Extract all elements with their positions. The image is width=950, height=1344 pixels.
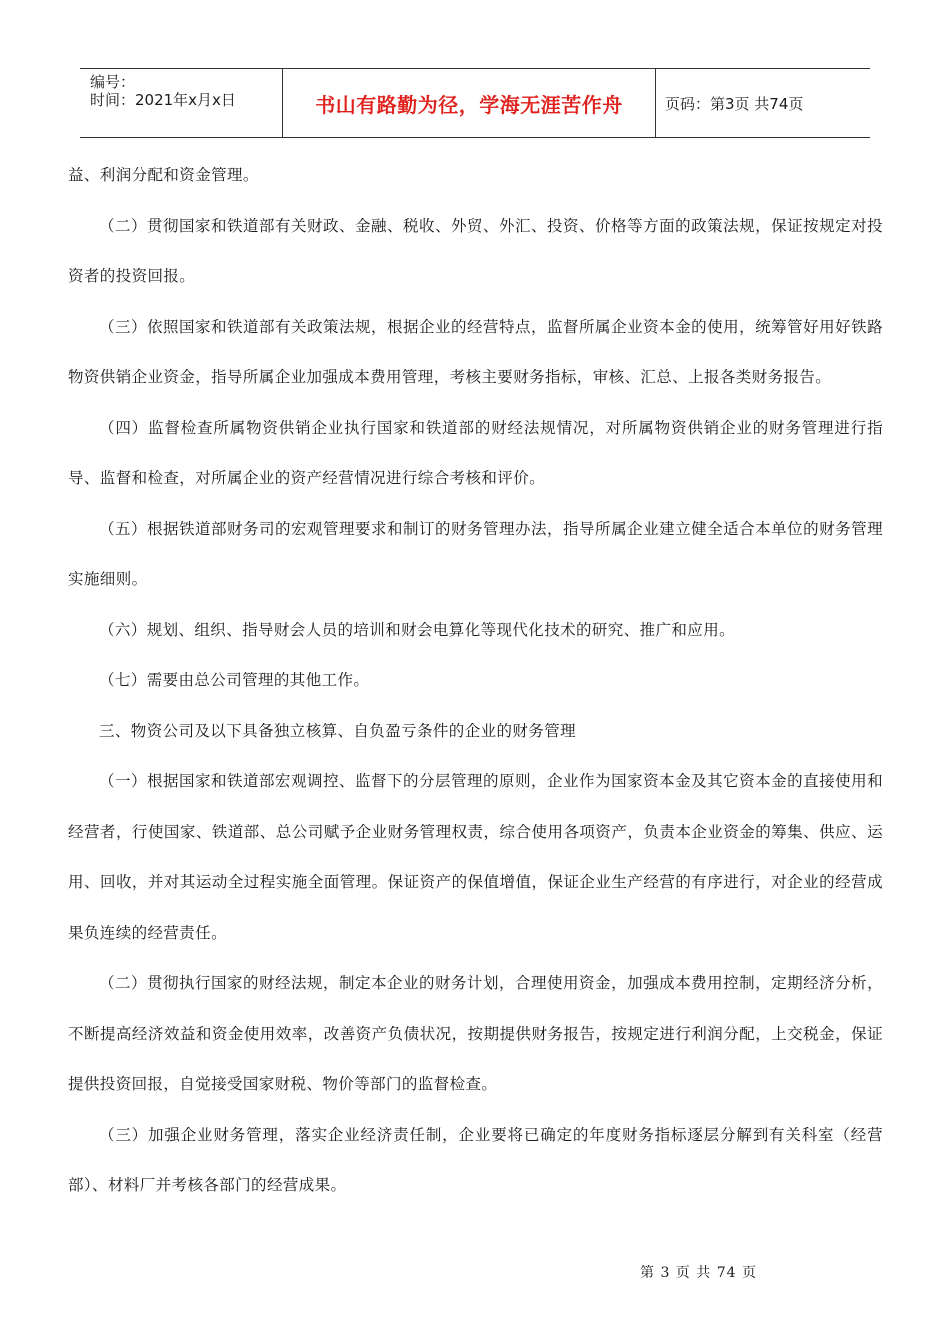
paragraph: （四）监督检查所属物资供销企业执行国家和铁道部的财经法规情况，对所属物资供销企业的财务管理进行指导、监督和检查，对所属企业的资产经营情况进行综合考核和评价。 xyxy=(68,418,883,487)
paragraph: （一）根据国家和铁道部宏观调控、监督下的分层管理的原则，企业作为国家资本金及其它资本金的直接使用和经营者，行使国家、铁道部、总公司赋予企业财务管理权责，综合使用各项资产，负责本企业资金的筹集、供应、运用、回收，并对其运动全过程实施全面管理。保证资产的保值增值，保证企业生产经营的有序进行，对企业的经营成果负连续的经营责任。 xyxy=(68,772,883,942)
page-footer: 第 3 页 共 74 页 xyxy=(640,1265,757,1281)
section-heading: 三、物资公司及以下具备独立核算、自负盈亏条件的企业的财务管理 xyxy=(99,721,577,740)
paragraph: （二）贯彻执行国家的财经法规，制定本企业的财务计划，合理使用资金，加强成本费用控制，定期经济分析，不断提高经济效益和资金使用效率，改善资产负债状况，按期提供财务报告，按规定进行利润分配，上交税金，保证提供投资回报，自觉接受国家财税、物价等部门的监督检查。 xyxy=(68,974,883,1093)
page-header xyxy=(80,68,870,138)
paragraph: （二）贯彻国家和铁道部有关财政、金融、税收、外贸、外汇、投资、价格等方面的政策法规，保证按规定对投资者的投资回报。 xyxy=(68,216,883,285)
paragraph: （三）加强企业财务管理，落实企业经济责任制，企业要将已确定的年度财务指标逐层分解到有关科室（经营部）、材料厂并考核各部门的经营成果。 xyxy=(68,1125,883,1194)
paragraph: 益、利润分配和资金管理。 xyxy=(68,166,259,184)
paragraph: （五）根据铁道部财务司的宏观管理要求和制订的财务管理办法，指导所属企业建立健全适合本单位的财务管理实施细则。 xyxy=(68,519,883,588)
paragraph: （六）规划、组织、指导财会人员的培训和财会电算化等现代化技术的研究、推广和应用。 xyxy=(99,620,736,639)
header-meta xyxy=(80,69,283,137)
header-motto: 书山有路勤为径，学海无涯苦作舟 xyxy=(283,69,656,137)
document-body xyxy=(68,150,883,1211)
code-label: 编号： xyxy=(90,73,136,91)
header-page-label: 页码：第3页 共74页 xyxy=(665,94,804,113)
paragraph: （三）依照国家和铁道部有关政策法规，根据企业的经营特点，监督所属企业资本金的使用，统筹管好用好铁路物资供销企业资金，指导所属企业加强成本费用管理，考核主要财务指标，审核、汇总、上报各类财务报告。 xyxy=(68,317,883,386)
paragraph: （七）需要由总公司管理的其他工作。 xyxy=(99,671,370,689)
time-label: 时间：2021年x月x日 xyxy=(90,91,236,109)
